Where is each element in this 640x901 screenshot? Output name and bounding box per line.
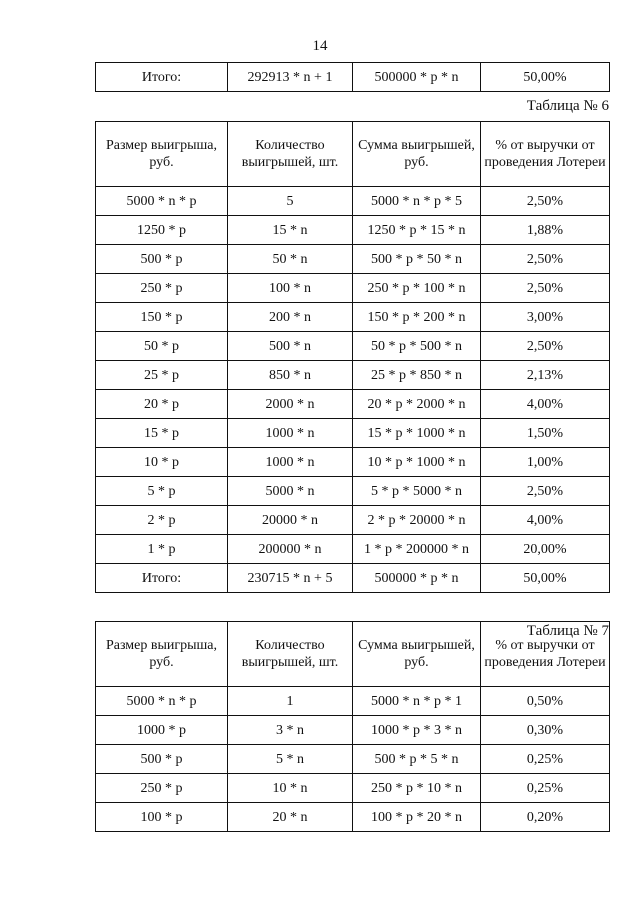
table-cell: 5000 * n * p: [96, 687, 228, 716]
table-cell: 10 * p: [96, 448, 228, 477]
table-row: [96, 361, 610, 390]
table-cell: 500000 * p * n: [353, 63, 481, 92]
table-cell: 500 * n: [228, 332, 353, 361]
table-cell: 20 * n: [228, 803, 353, 832]
table-cell: 150 * p: [96, 303, 228, 332]
table-cell: 3 * n: [228, 716, 353, 745]
table-cell: 500 * p: [96, 745, 228, 774]
table-cell: 15 * n: [228, 216, 353, 245]
table-header-row: [96, 122, 610, 187]
table-cell: 1 * p: [96, 535, 228, 564]
table-cell: 1000 * p * 3 * n: [353, 716, 481, 745]
table-cell: 2,50%: [481, 187, 610, 216]
table-cell: 850 * n: [228, 361, 353, 390]
table-cell: Итого:: [96, 63, 228, 92]
table-cell: 2 * p: [96, 506, 228, 535]
table-cell: 5000 * n * p * 1: [353, 687, 481, 716]
column-header: % от выручки от проведения Лотереи: [481, 622, 610, 687]
table-row: [96, 332, 610, 361]
table-cell: 5000 * n * p * 5: [353, 187, 481, 216]
table-row: [96, 245, 610, 274]
table-row: [96, 564, 610, 593]
table-cell: 250 * p * 100 * n: [353, 274, 481, 303]
column-header: Размер выигрыша, руб.: [96, 622, 228, 687]
table-row: [96, 803, 610, 832]
table-cell: 10 * n: [228, 774, 353, 803]
page-number: 14: [312, 38, 328, 54]
table-cell: 1,50%: [481, 419, 610, 448]
table-cell: 2,50%: [481, 477, 610, 506]
table-cell: 500 * p * 5 * n: [353, 745, 481, 774]
table-cell: 5000 * n: [228, 477, 353, 506]
table-cell: 5 * p * 5000 * n: [353, 477, 481, 506]
table-cell: 1,88%: [481, 216, 610, 245]
table-cell: 2 * p * 20000 * n: [353, 506, 481, 535]
table-row: [96, 774, 610, 803]
column-header: Количество выигрышей, шт.: [228, 122, 353, 187]
table-cell: Итого:: [96, 564, 228, 593]
table-cell: 50 * n: [228, 245, 353, 274]
prize-table-7: [95, 621, 610, 832]
table-cell: 50,00%: [481, 564, 610, 593]
table-cell: 292913 * n + 1: [228, 63, 353, 92]
table-row: [96, 63, 610, 92]
table-cell: 1: [228, 687, 353, 716]
table-cell: 0,25%: [481, 745, 610, 774]
table-cell: 1250 * p: [96, 216, 228, 245]
table-cell: 10 * p * 1000 * n: [353, 448, 481, 477]
table-cell: 50 * p: [96, 332, 228, 361]
table-cell: 20 * p: [96, 390, 228, 419]
table-cell: 25 * p: [96, 361, 228, 390]
table-row: [96, 477, 610, 506]
table-cell: 0,50%: [481, 687, 610, 716]
table-row: [96, 506, 610, 535]
table-7-caption: Таблица № 7: [526, 623, 609, 639]
table-row: [96, 390, 610, 419]
table-cell: 5000 * n * p: [96, 187, 228, 216]
table-row: [96, 687, 610, 716]
table-row: [96, 745, 610, 774]
table-cell: 5 * n: [228, 745, 353, 774]
table-cell: 0,20%: [481, 803, 610, 832]
table-cell: 100 * n: [228, 274, 353, 303]
table-cell: 2,13%: [481, 361, 610, 390]
table-row: [96, 274, 610, 303]
prize-table-6: [95, 121, 610, 593]
table-cell: 4,00%: [481, 506, 610, 535]
table-row: [96, 187, 610, 216]
table-cell: 100 * p: [96, 803, 228, 832]
table-cell: 2,50%: [481, 332, 610, 361]
column-header: % от выручки от проведения Лотереи: [481, 122, 610, 187]
table-cell: 5: [228, 187, 353, 216]
column-header: Сумма выигрышей, руб.: [353, 122, 481, 187]
table-header-row: [96, 622, 610, 687]
table-6-caption: Таблица № 6: [526, 98, 609, 114]
table-cell: 500000 * p * n: [353, 564, 481, 593]
table-cell: 20000 * n: [228, 506, 353, 535]
table-cell: 2,50%: [481, 245, 610, 274]
table-cell: 50 * p * 500 * n: [353, 332, 481, 361]
table-cell: 1250 * p * 15 * n: [353, 216, 481, 245]
table-cell: 20 * p * 2000 * n: [353, 390, 481, 419]
table-cell: 200 * n: [228, 303, 353, 332]
column-header: Количество выигрышей, шт.: [228, 622, 353, 687]
table-cell: 230715 * n + 5: [228, 564, 353, 593]
table-cell: 20,00%: [481, 535, 610, 564]
previous-table-total: [95, 62, 610, 92]
table-cell: 0,25%: [481, 774, 610, 803]
table-cell: 200000 * n: [228, 535, 353, 564]
table-cell: 100 * p * 20 * n: [353, 803, 481, 832]
table-cell: 1,00%: [481, 448, 610, 477]
table-row: [96, 303, 610, 332]
table-row: [96, 216, 610, 245]
table-cell: 250 * p: [96, 274, 228, 303]
table-cell: 2000 * n: [228, 390, 353, 419]
table-cell: 250 * p: [96, 774, 228, 803]
table-cell: 25 * p * 850 * n: [353, 361, 481, 390]
column-header: Сумма выигрышей, руб.: [353, 622, 481, 687]
table-cell: 15 * p: [96, 419, 228, 448]
table-cell: 50,00%: [481, 63, 610, 92]
table-cell: 5 * p: [96, 477, 228, 506]
table-cell: 1000 * n: [228, 448, 353, 477]
table-cell: 0,30%: [481, 716, 610, 745]
table-cell: 500 * p * 50 * n: [353, 245, 481, 274]
table-cell: 150 * p * 200 * n: [353, 303, 481, 332]
table-cell: 500 * p: [96, 245, 228, 274]
table-cell: 4,00%: [481, 390, 610, 419]
table-row: [96, 419, 610, 448]
table-row: [96, 716, 610, 745]
table-body: [96, 687, 610, 832]
table-cell: 15 * p * 1000 * n: [353, 419, 481, 448]
table-row: [96, 535, 610, 564]
table-body: [96, 187, 610, 593]
table-cell: 1000 * p: [96, 716, 228, 745]
table-cell: 1 * p * 200000 * n: [353, 535, 481, 564]
table-cell: 1000 * n: [228, 419, 353, 448]
table-cell: 2,50%: [481, 274, 610, 303]
column-header: Размер выигрыша, руб.: [96, 122, 228, 187]
table-row: [96, 448, 610, 477]
table-cell: 250 * p * 10 * n: [353, 774, 481, 803]
table-cell: 3,00%: [481, 303, 610, 332]
